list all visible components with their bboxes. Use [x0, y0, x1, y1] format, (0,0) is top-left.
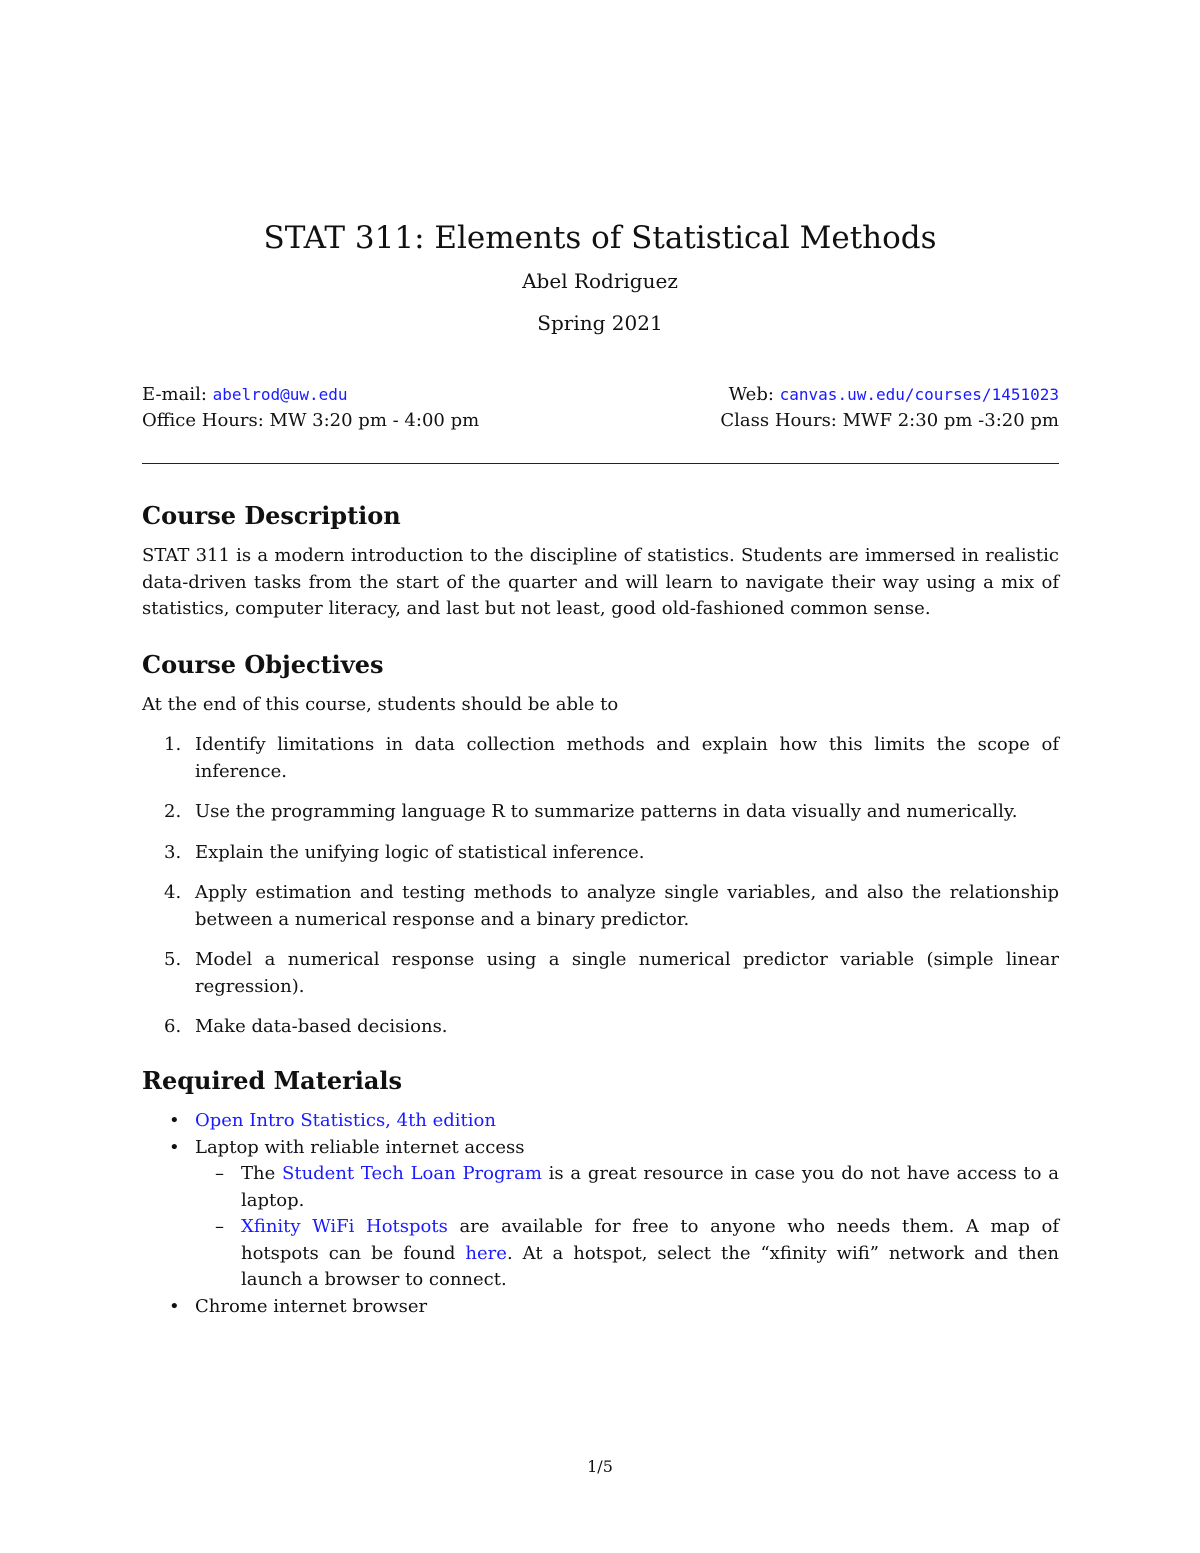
email-label: E-mail:	[142, 384, 213, 405]
laptop-requirement: Laptop with reliable internet access	[195, 1136, 525, 1158]
bullet-icon: •	[169, 1110, 180, 1131]
author-name: Abel Rodriguez	[522, 269, 678, 293]
textbook-link[interactable]: Open Intro Statistics, 4th edition	[195, 1110, 496, 1131]
contact-row	[142, 382, 1059, 408]
list-item	[142, 1108, 1059, 1135]
office-hours: Office Hours: MW 3:20 pm - 4:00 pm	[142, 410, 480, 431]
materials-list	[142, 1108, 1059, 1320]
list-item: 4. Apply estimation and testing methods to analyze single variables, and also the relationship between a numerical response and a binary predictor.	[164, 882, 1059, 930]
web-line	[729, 382, 1059, 408]
laptop-sublist	[195, 1161, 1059, 1294]
course-description-text: STAT 311 is a modern introduction to the discipline of statistics. Students are immersed in realistic data-driven tasks from the start of the quarter and will learn to navigate their way using a mix of statistics, computer literacy, and last but not least, good old-fashioned common sense.	[142, 545, 1059, 619]
course-objectives-heading: Course Objectives	[142, 650, 384, 679]
email-line	[142, 382, 348, 408]
header-divider	[142, 463, 1059, 464]
list-item	[142, 1294, 1059, 1321]
page-number: 1/5	[587, 1457, 613, 1476]
dash-icon: –	[215, 1163, 224, 1184]
list-item: 5. Model a numerical response using a single numerical predictor variable (simple linear regression).	[164, 949, 1059, 997]
objectives-list	[142, 732, 1059, 1041]
list-item: 1. Identify limitations in data collection methods and explain how this limits the scope of inference.	[164, 734, 1059, 782]
list-item: 6. Make data-based decisions.	[164, 1016, 448, 1037]
web-label: Web:	[728, 384, 780, 405]
browser-requirement: Chrome internet browser	[195, 1295, 428, 1317]
list-item: 2. Use the programming language R to summarize patterns in data visually and numerically.	[164, 801, 1018, 822]
required-materials-heading: Required Materials	[142, 1066, 403, 1095]
tech-loan-link[interactable]: Student Tech Loan Program	[282, 1163, 542, 1184]
course-term: Spring 2021	[537, 311, 663, 335]
list-item: – Xfinity WiFi Hotspots are available for free to anyone who needs them. A map of hotspots can be found here. At a hotspot, select the “xfinity wifi” network and then launch a browser to connect.	[215, 1216, 1059, 1290]
list-item	[142, 1135, 1059, 1294]
course-description-heading: Course Description	[142, 501, 401, 530]
bullet-icon: •	[169, 1295, 180, 1317]
document-title: STAT 311: Elements of Statistical Methods	[263, 220, 937, 256]
class-hours: Class Hours: MWF 2:30 pm -3:20 pm	[720, 410, 1059, 431]
objectives-intro: At the end of this course, students should be able to	[142, 694, 619, 715]
bullet-icon: •	[169, 1136, 180, 1158]
list-item: 3. Explain the unifying logic of statistical inference.	[164, 841, 645, 863]
email-link[interactable]: abelrod@uw.edu	[212, 385, 348, 404]
xfinity-hotspots-link[interactable]: Xfinity WiFi Hotspots	[241, 1216, 448, 1237]
web-link[interactable]: canvas.uw.edu/courses/1451023	[779, 385, 1059, 404]
list-item: – The Student Tech Loan Program is a great resource in case you do not have access to a laptop.	[215, 1163, 1059, 1211]
hotspot-map-link[interactable]: here	[465, 1242, 507, 1264]
hours-row	[142, 408, 1059, 434]
dash-icon: –	[215, 1216, 224, 1237]
